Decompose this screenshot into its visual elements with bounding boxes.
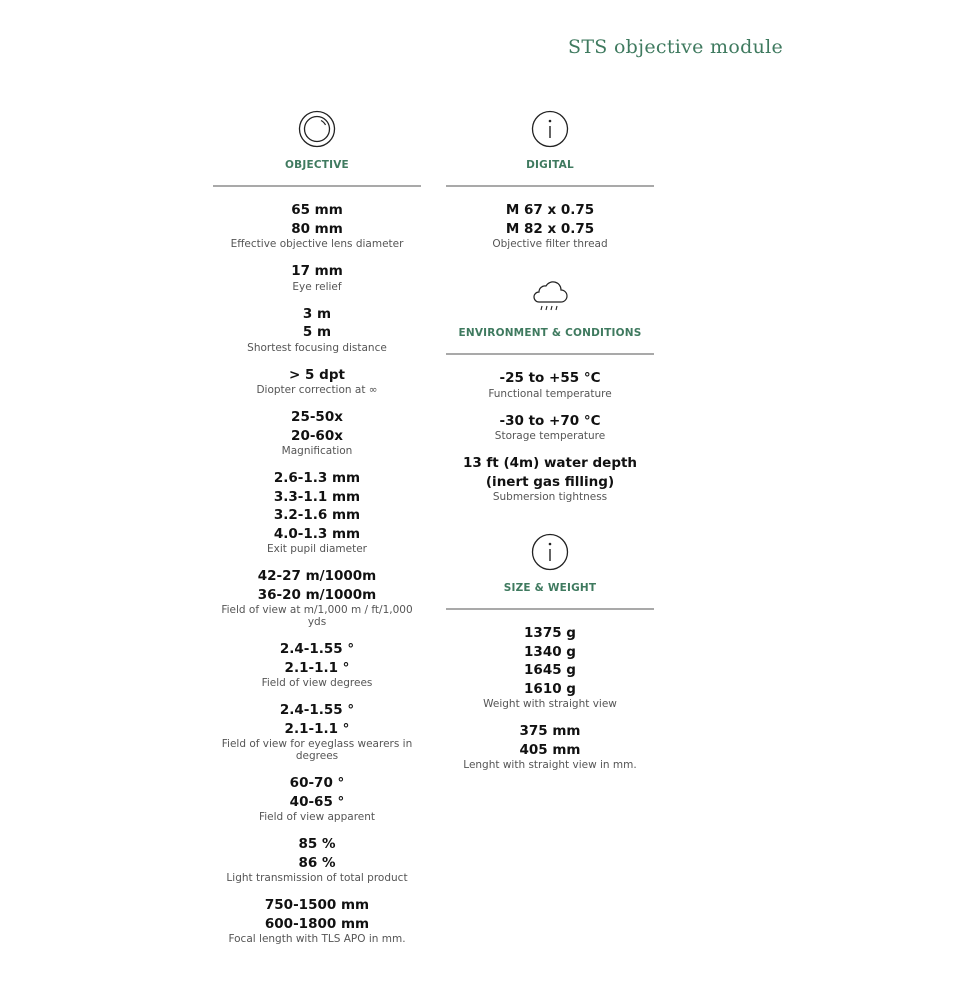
right-column [446,108,654,783]
spec-item [446,454,654,503]
spec-value: -30 to +70 °C [499,412,601,429]
spec-value: 2.4-1.55 ° [279,641,355,657]
spec-label: Weight with straight view [483,698,617,710]
spec-label: Light transmission of total product [226,872,408,884]
spec-value: 65 mm [291,202,343,218]
digital-section [446,108,654,250]
spec-value: 375 mm [519,723,581,739]
spec-value: M 67 x 0.75 [505,202,595,218]
spec-value: 86 % [298,854,336,871]
spec-values [446,369,654,388]
spec-item [213,408,421,457]
spec-value: 1375 g [524,625,576,641]
spec-values [446,624,654,698]
spec-values [213,469,421,543]
spec-label: Shortest focusing distance [247,341,387,354]
spec-item [213,640,421,689]
spec-values [213,896,421,933]
spec-value: 60-70 ° [289,775,345,791]
spec-label: Focal length with TLS APO in mm. [228,933,406,945]
spec-values [213,774,421,811]
spec-item [213,366,421,397]
spec-value: 17 mm [291,263,343,279]
lens-icon [297,109,337,149]
spec-label: Effective objective lens diameter [230,238,404,250]
size-weight-section-title: SIZE & WEIGHT [503,582,597,594]
spec-item [213,567,421,628]
spec-value: 36-20 m/1000m [257,586,377,603]
spec-item [213,835,421,884]
spec-item [213,262,421,293]
section-divider [213,185,421,187]
spec-value: 1645 g [524,662,576,678]
digital-section-title: DIGITAL [526,159,574,171]
spec-values [213,201,421,238]
info-icon [530,109,570,149]
spec-label: Objective filter thread [492,238,608,250]
spec-value: 2.1-1.1 ° [284,659,350,676]
spec-item [446,369,654,400]
spec-value: 1610 g [524,680,576,697]
spec-value: 2.1-1.1 ° [284,720,350,737]
spec-item [446,201,654,250]
spec-values [213,366,421,385]
size-weight-spec-list [446,624,654,771]
spec-values [446,412,654,431]
spec-value: 20-60x [291,427,343,444]
rain-cloud-icon [528,277,572,317]
objective-section-title: OBJECTIVE [285,159,349,171]
spec-value: 5 m [302,324,332,340]
spec-values [213,262,421,281]
spec-value: 3.2-1.6 mm [273,507,361,523]
spec-label: Field of view for eyeglass wearers in degrees [221,738,413,762]
section-divider [446,608,654,610]
spec-value: 405 mm [519,741,581,758]
spec-values [213,305,421,342]
spec-label: Lenght with straight view in mm. [463,759,637,771]
spec-values [213,640,421,677]
objective-column [213,108,421,957]
spec-item [213,305,421,354]
spec-label: Diopter correction at ∞ [256,384,378,396]
environment-spec-list [446,369,654,503]
spec-value: 25-50x [291,409,343,425]
spec-label: Functional temperature [488,387,612,400]
section-divider [446,185,654,187]
objective-spec-list [213,201,421,945]
spec-item [213,701,421,762]
spec-value: 3.3-1.1 mm [273,488,361,505]
spec-value: 80 mm [291,220,343,237]
spec-values [446,722,654,759]
section-divider [446,353,654,355]
digital-section-header [446,108,654,187]
spec-item [213,896,421,945]
spec-item [213,774,421,823]
spec-value: 600-1800 mm [264,915,370,932]
environment-section-title: ENVIRONMENT & CONDITIONS [458,327,642,339]
spec-values [446,454,654,491]
environment-section-header [446,276,654,355]
spec-value: 3 m [302,305,332,322]
spec-value: -25 to +55 °C [499,370,601,386]
spec-values [446,201,654,238]
size-weight-section-header [446,531,654,610]
objective-section-header [213,108,421,187]
spec-item [446,722,654,771]
spec-label: Field of view degrees [261,677,373,689]
spec-label: Field of view at m/1,000 m / ft/1,000 yds [221,604,413,628]
spec-label: Magnification [281,445,353,457]
digital-spec-list [446,201,654,250]
spec-value: 85 % [298,836,336,852]
spec-item [446,412,654,443]
spec-values [213,835,421,872]
spec-values [213,408,421,445]
spec-item [213,469,421,555]
spec-values [213,701,421,738]
spec-value: 42-27 m/1000m [257,568,377,584]
info-icon [530,532,570,572]
spec-value: 2.4-1.55 ° [279,702,355,718]
spec-label: Storage temperature [494,430,606,442]
spec-value: 13 ft (4m) water depth (inert gas filling) [462,455,638,490]
page-title: STS objective module [568,36,784,58]
spec-value: 4.0-1.3 mm [273,525,361,542]
environment-section [446,276,654,503]
spec-label: Submersion tightness [492,491,608,503]
spec-value: 750-1500 mm [264,897,370,913]
spec-value: 2.6-1.3 mm [273,470,361,486]
size-weight-section [446,531,654,771]
spec-value: M 82 x 0.75 [505,220,595,237]
spec-label: Eye relief [292,280,342,293]
spec-label: Field of view apparent [258,811,376,823]
spec-item [446,624,654,710]
spec-item [213,201,421,250]
spec-value: 40-65 ° [289,793,345,810]
spec-values [213,567,421,604]
spec-value: > 5 dpt [289,366,345,383]
spec-label: Exit pupil diameter [267,543,367,555]
spec-value: 1340 g [524,643,576,660]
